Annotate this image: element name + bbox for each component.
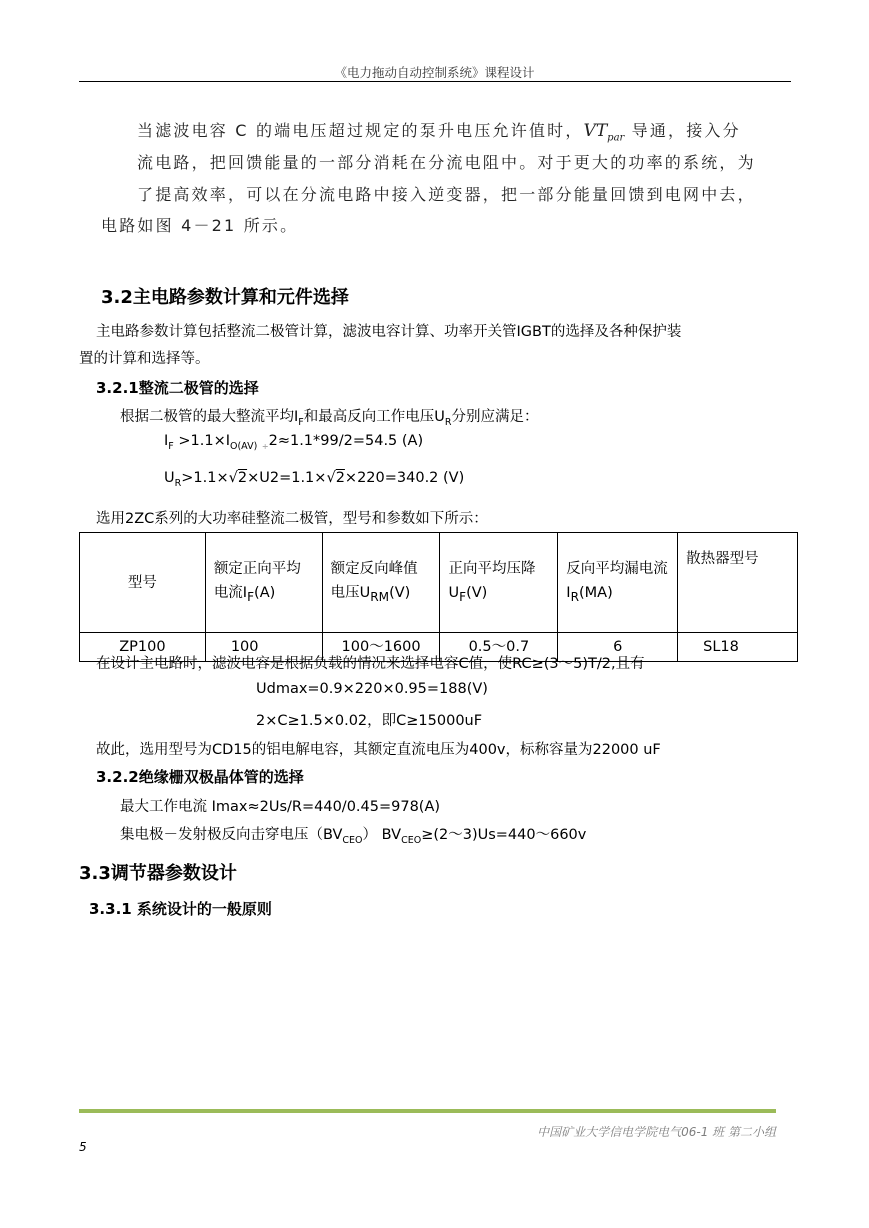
table-header-row: [80, 533, 798, 633]
capacitor-conclusion: 故此，选用型号为CD15的铝电解电容，其额定直流电压为400v，标称容量为22000 uF: [96, 742, 661, 758]
formula-ur: $U_R>1.1\times√2\times U2=1.1\times√2\times 220=340.2$ (V): [164, 470, 465, 489]
table-header-cell: 散热器型号: [678, 533, 798, 633]
section-3-2-heading: 3.2主电路参数计算和元件选择: [101, 287, 349, 308]
section-3-3-1-heading: 3.3.1 系统设计的一般原则: [89, 900, 272, 918]
diode-selection-text: 选用2ZC系列的大功率硅整流二极管，型号和参数如下所示：: [96, 511, 488, 527]
capacitor-eq-2: 2×C≥1.5×0.02，即C≥15000uF: [256, 713, 483, 729]
section-3-3-heading: 3.3调节器参数设计: [79, 863, 237, 884]
table-header-cell: 额定正向平均电流$I_F(A)$: [205, 533, 322, 633]
section-3-2-2-heading: 3.2.2绝缘栅双极晶体管的选择: [96, 768, 304, 786]
formula-if: $I_F >1.1\times I_{O(AV)}$ $_\div$2≈1.1*99/2=54.5 (A): [164, 433, 424, 452]
scanned-line-4: 电路如图 4－21 所示。: [101, 216, 299, 235]
table-header-cell: 反向平均漏电流$I_R(MA)$: [558, 533, 678, 633]
sqrt-symbol: √2: [228, 470, 248, 486]
header-rule: [79, 81, 791, 82]
sqrt-symbol: √2: [326, 470, 345, 486]
table-cell: SL18: [678, 633, 798, 662]
table-cell: ZP100: [80, 633, 206, 662]
scanned-line-2: 流电路，把回馈能量的一部分消耗在分流电阻中。对于更大的功率的系统，为: [137, 153, 756, 172]
table-cell: 6: [558, 633, 678, 662]
capacitor-text: 在设计主电路时，滤波电容是根据负载的情况来选择电容C值，使RC≥(3～5)T/2,且有: [96, 656, 645, 672]
footer-text: 中国矿业大学信电学院电气06-1 班 第二小组: [537, 1125, 776, 1139]
igbt-voltage-text: 集电极－发射极反向击穿电压$(BV_{CEO})$ $BV_{CEO}\ge(2\sim 3)Us=440\sim 660v$: [120, 827, 587, 846]
section-3-2-intro-1: 主电路参数计算包括整流二极管计算，滤波电容计算、功率开关管IGBT的选择及各种保护装: [96, 324, 682, 340]
footer-bar: [79, 1109, 776, 1113]
scanned-line-3: 了提高效率，可以在分流电路中接入逆变器，把一部分能量回馈到电网中去，: [137, 185, 756, 204]
vt-symbol: $VT_{par}$: [583, 121, 625, 144]
scanned-line-1: 当滤波电容 C 的端电压超过规定的泵升电压允许值时，$VT_{par}$ 导通，接入分: [137, 121, 741, 144]
section-3-2-intro-2: 置的计算和选择等。: [79, 351, 210, 367]
capacitor-eq-1: Udmax=0.9×220×0.95=188(V): [256, 681, 488, 697]
section-3-2-1-heading: 3.2.1整流二极管的选择: [96, 379, 259, 397]
table-cell: 100～1600: [322, 633, 440, 662]
diode-criteria-text: 根据二极管的最大整流平均$I_F$和最高反向工作电压$U_R$分别应满足：: [120, 409, 539, 428]
igbt-current-text: 最大工作电流 Imax≈2Us/R=440/0.45=978(A): [120, 799, 441, 815]
table-header-cell: 正向平均压降$U_F(V)$: [440, 533, 558, 633]
table-header-cell: 型号: [80, 533, 206, 633]
page-header-title: 《电力拖动自动控制系统》课程设计: [334, 65, 535, 80]
table-cell: 0.5～0.7: [440, 633, 558, 662]
diode-parameter-table: [79, 532, 798, 662]
page-number: 5: [79, 1140, 87, 1154]
table-cell: 100: [205, 633, 322, 662]
table-header-cell: 额定反向峰值电压$U_{RM}(V)$: [322, 533, 440, 633]
